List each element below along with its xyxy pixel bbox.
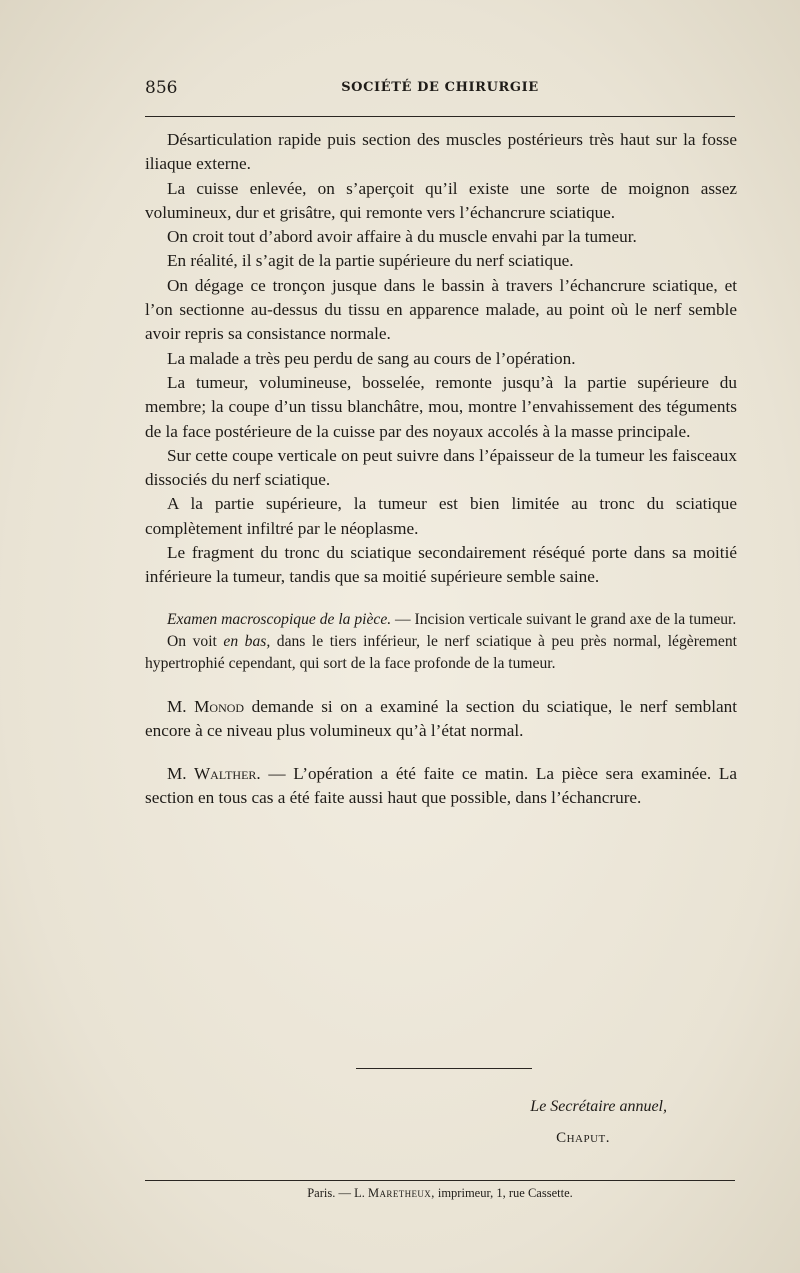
signature-name: Chaput. [556,1130,610,1146]
paragraph: En réalité, il s’agit de la partie supérieure du nerf sciatique. [167,251,574,271]
paragraph: Désarticulation rapide puis section des muscles postérieurs très haut sur la fosse iliaque externe. [145,130,737,174]
intervention-text: demande si on a examiné la section du sciatique, le nerf semblant encore à ce niveau plus volumineux qu’à l’état normal. [145,696,737,740]
exam-p2-italic: en bas, [223,632,271,650]
speaker-name: M. Monod [167,696,245,716]
intervention-text: — L’opération a été faite ce matin. La pièce sera examinée. La section en tous cas a été faite aussi haut que possible, dans l’échancrure. [145,764,738,808]
running-title: SOCIÉTÉ DE CHIRURGIE [341,80,539,95]
signature-rule [356,1068,532,1069]
paragraph: La cuisse enlevée, on s’aperçoit qu’il existe une sorte de moignon assez volumineux, dur et grisâtre, qui remonte vers l’échancrure sciatique. [145,178,737,222]
exam-p2-after: dans le tiers inférieur, le nerf sciatique à peu près normal, légèrement hypertrophié cependant, qui sort de la face profonde de la tumeur. [145,632,737,673]
exam-paragraph [145,609,737,631]
page-number: 856 [145,78,178,98]
exam-p2-before: On voit [167,632,224,650]
footer-rule [145,1180,735,1181]
paragraph: La malade a très peu perdu de sang au cours de l’opération. [167,348,576,368]
paragraph: Sur cette coupe verticale on peut suivre dans l’épaisseur de la tumeur les faisceaux dissociés du nerf sciatique. [145,445,737,490]
paragraph: On croit tout d’abord avoir affaire à du muscle envahi par la tumeur. [167,227,637,247]
intervention-monod [145,695,737,744]
page-header [145,78,735,102]
exam-text: — Incision verticale suivant le grand axe de la tumeur. [391,610,737,628]
header-rule [145,116,735,117]
intervention-walther [145,762,737,811]
signature-title: Le Secrétaire annuel, [530,1098,667,1115]
paragraph: A la partie supérieure, la tumeur est bien limitée au tronc du sciatique complètement infiltré par le néoplasme. [145,494,737,538]
imprint-before: Paris. — L. [307,1186,368,1200]
paragraph: La tumeur, volumineuse, bosselée, remonte jusqu’à la partie supérieure du membre; la coupe d’un tissu blanchâtre, mou, montre l’envahissement des téguments de la face postérieure de la cuisse par des noyaux accolés à la masse principale. [145,372,737,441]
imprint-printer: Maretheux, [368,1186,435,1200]
paragraph: On dégage ce tronçon jusque dans le bassin à travers l’échancrure sciatique, et l’on sectionne au-dessus du tissu en apparence malade, au point où le nerf semble avoir repris sa consistance normale. [145,275,737,344]
speaker-name: M. Walther. [167,764,261,784]
paragraph: Le fragment du tronc du sciatique secondairement réséqué porte dans sa moitié inférieure la tumeur, tandis que sa moitié supérieure semble saine. [145,543,737,587]
exam-label: Examen macroscopique de la pièce. [167,610,392,628]
printer-imprint [145,1186,735,1201]
imprint-after: imprimeur, 1, rue Cassette. [434,1186,573,1200]
exam-paragraph-2 [145,631,737,676]
body-text [145,128,737,811]
